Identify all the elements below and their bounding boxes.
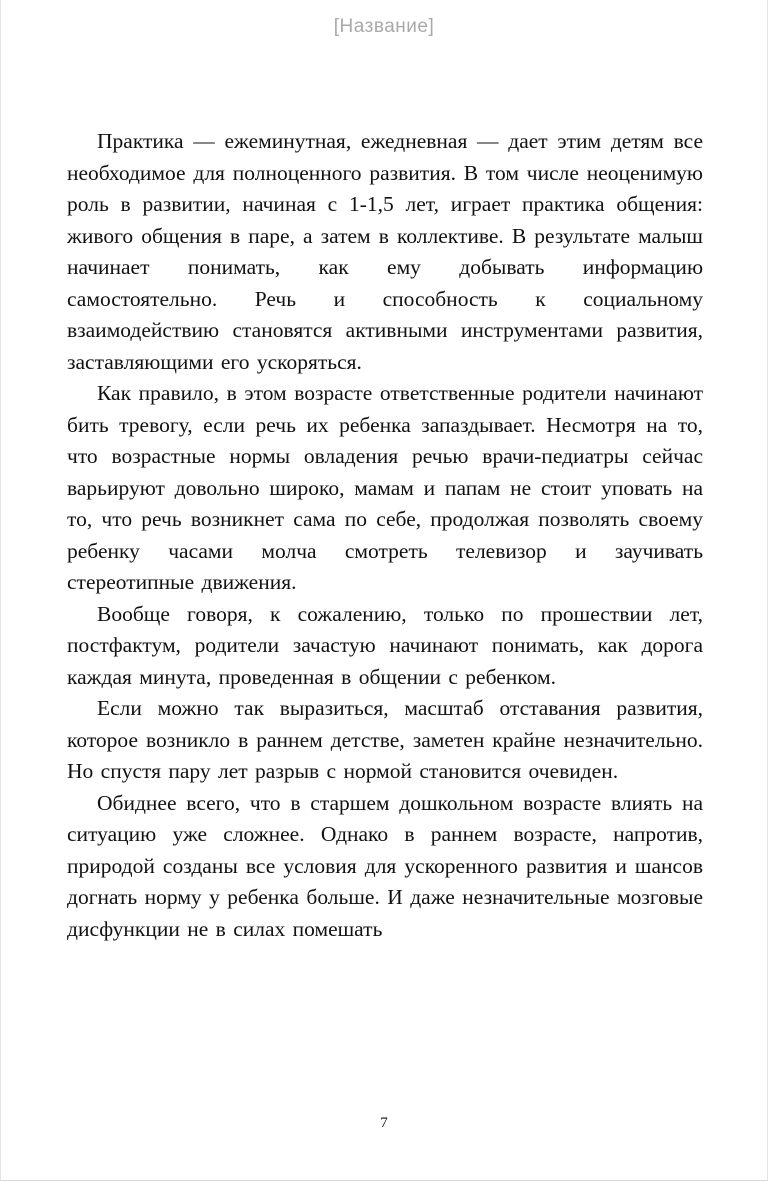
paragraph: Вообще говоря, к сожалению, только по прошествии лет, постфактум, родители зачастую начинают понимать, как дорога каждая минута, проведенная в общении с ребенком. xyxy=(67,601,703,689)
page-number: 7 xyxy=(380,1115,388,1131)
page-body xyxy=(67,126,703,945)
running-header-title: [Название] xyxy=(333,16,435,37)
paragraph: Как правило, в этом возрасте ответственные родители начинают бить тревогу, если речь их ребенка запаздывает. Несмотря на то, что возрастные нормы овладения речью врачи-педиатры сейчас варьируют довольно широко, мамам и папам не стоит уповать на то, что речь возникнет сама по себе, продолжая позволять своему ребенку часами молча смотреть телевизор и заучивать стереотипные движения. xyxy=(67,381,703,594)
paragraph: Если можно так выразиться, масштаб отставания развития, которое возникло в раннем детстве, заметен крайне незначительно. Но спустя пару лет разрыв с нормой становится очевиден. xyxy=(67,696,703,783)
paragraph: Практика — ежеминутная, ежедневная — дает этим детям все необходимое для полноценного развития. В том числе неоценимую роль в развитии, начиная с 1-1,5 лет, играет практика общения: живого общения в паре, а затем в коллективе. В результате малыш начинает понимать, как ему добывать информацию самостоятельно. Речь и способность к социальному взаимодействию становятся активными инструментами развития, заставляющими его ускоряться. xyxy=(67,129,703,374)
paragraph: Обиднее всего, что в старшем дошкольном возрасте влиять на ситуацию уже сложнее. Однако в раннем возрасте, напротив, природой созданы все условия для ускоренного развития и шансов догнать норму у ребенка больше. И даже незначительные мозговые дисфункции не в силах помешать xyxy=(67,790,703,941)
